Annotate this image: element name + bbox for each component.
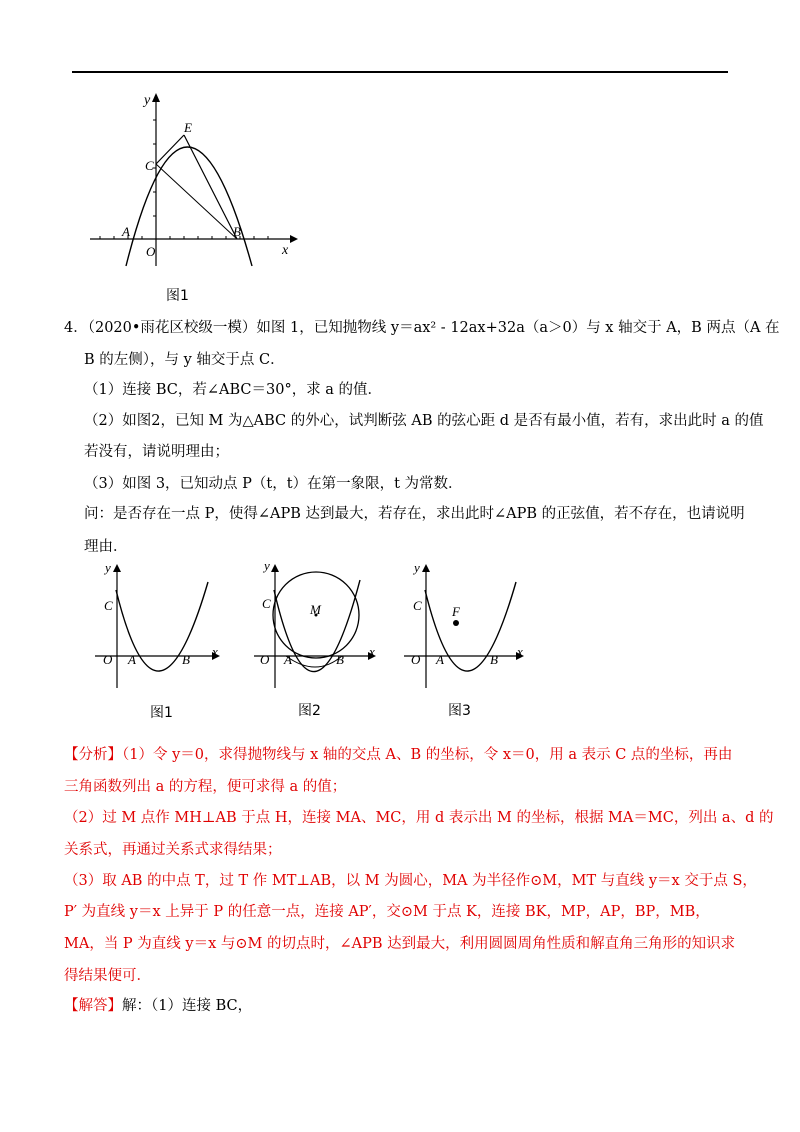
top-figure-caption: 图1 xyxy=(166,288,189,304)
x-axis-label: x xyxy=(282,243,289,258)
fig3-a-label: A xyxy=(436,652,444,667)
figure-1 xyxy=(90,560,230,698)
y-axis-label: y xyxy=(144,93,151,108)
analysis-line-1: 【分析】（1）令 y＝0，求得抛物线与 x 轴的交点 A、B 的坐标，令 x＝0，用 a 表示 C 点的坐标，再由 xyxy=(64,747,733,763)
question-3-ask-2: 理由． xyxy=(84,539,128,555)
figure-2 xyxy=(250,558,380,698)
fig1-b-label: B xyxy=(182,652,190,667)
solution-line xyxy=(64,996,800,1016)
fig1-c-label: C xyxy=(104,598,113,613)
fig3-x-label: x xyxy=(517,644,523,659)
solution-tag: 【解答】 xyxy=(64,998,122,1014)
figure-2-caption: 图2 xyxy=(298,703,321,719)
point-c-label: C xyxy=(145,158,154,173)
question-2-line-2: 若没有，请说明理由； xyxy=(84,444,229,460)
solution-text: 解：（1）连接 BC， xyxy=(122,998,253,1014)
fig3-b-label: B xyxy=(490,652,498,667)
fig3-y-label: y xyxy=(414,560,420,575)
question-3-ask-1: 问：是否存在一点 P，使得∠APB 达到最大，若存在，求出此时∠APB 的正弦值，若不存在，也请说明 xyxy=(84,506,745,522)
fig1-o-label: O xyxy=(103,652,113,667)
fig1-x-label: x xyxy=(212,644,218,659)
problem-line-2: B 的左侧），与 y 轴交于点 C． xyxy=(84,352,285,368)
fig3-c-label: C xyxy=(413,598,422,613)
point-e-label: E xyxy=(184,120,192,135)
analysis-line-5: （3）取 AB 的中点 T，过 T 作 MT⊥AB，以 M 为圆心，MA 为半径作⊙M，MT 与直线 y＝x 交于点 S， xyxy=(64,873,757,889)
fig3-o-label: O xyxy=(411,652,421,667)
fig2-c-label: C xyxy=(262,596,271,611)
fig2-x-label: x xyxy=(369,644,375,659)
analysis-line-8: 得结果便可． xyxy=(64,968,151,984)
origin-label: O xyxy=(146,244,156,259)
fig2-y-label: y xyxy=(264,558,270,573)
analysis-line-7: MA，当 P 为直线 y＝x 与⊙M 的切点时，∠APB 达到最大，利用圆圆周角性质和解直角三角形的知识求 xyxy=(64,936,736,952)
point-b-label: B xyxy=(233,224,241,239)
fig2-o-label: O xyxy=(260,652,270,667)
point-a-label: A xyxy=(122,224,130,239)
figure-3-caption: 图3 xyxy=(448,703,471,719)
fig3-f-label: F xyxy=(452,604,460,619)
figure-3 xyxy=(400,560,530,698)
question-2-line-1: （2）如图2，已知 M 为△ABC 的外心，试判断弦 AB 的弦心距 d 是否有最小值，若有，求出此时 a 的值 xyxy=(84,413,764,429)
analysis-line-2: 三角函数列出 a 的方程，便可求得 a 的值； xyxy=(64,779,347,795)
header-rule xyxy=(72,71,728,73)
question-3: （3）如图 3，已知动点 P（t，t）在第一象限，t 为常数． xyxy=(84,476,463,492)
fig2-b-label: B xyxy=(336,652,344,667)
analysis-line-6: P′ 为直线 y＝x 上异于 P 的任意一点，连接 AP′，交⊙M 于点 K，连接 BK，MP，AP，BP，MB， xyxy=(64,904,710,920)
top-figure xyxy=(86,88,300,300)
fig1-y-label: y xyxy=(105,560,111,575)
analysis-line-3: （2）过 M 点作 MH⊥AB 于点 H，连接 MA、MC，用 d 表示出 M 的坐标，根据 MA＝MC，列出 a、d 的 xyxy=(64,810,774,826)
figure-1-caption: 图1 xyxy=(150,705,173,721)
fig2-m-label: M xyxy=(310,602,321,617)
question-1: （1）连接 BC，若∠ABC＝30°，求 a 的值． xyxy=(84,382,383,398)
analysis-line-4: 关系式，再通过关系式求得结果； xyxy=(64,842,282,858)
fig2-a-label: A xyxy=(284,652,292,667)
fig1-a-label: A xyxy=(128,652,136,667)
problem-line-1: 4．（2020•雨花区校级一模）如图 1，已知抛物线 y＝ax² - 12ax+32a（a＞0）与 x 轴交于 A，B 两点（A 在 xyxy=(64,320,780,336)
